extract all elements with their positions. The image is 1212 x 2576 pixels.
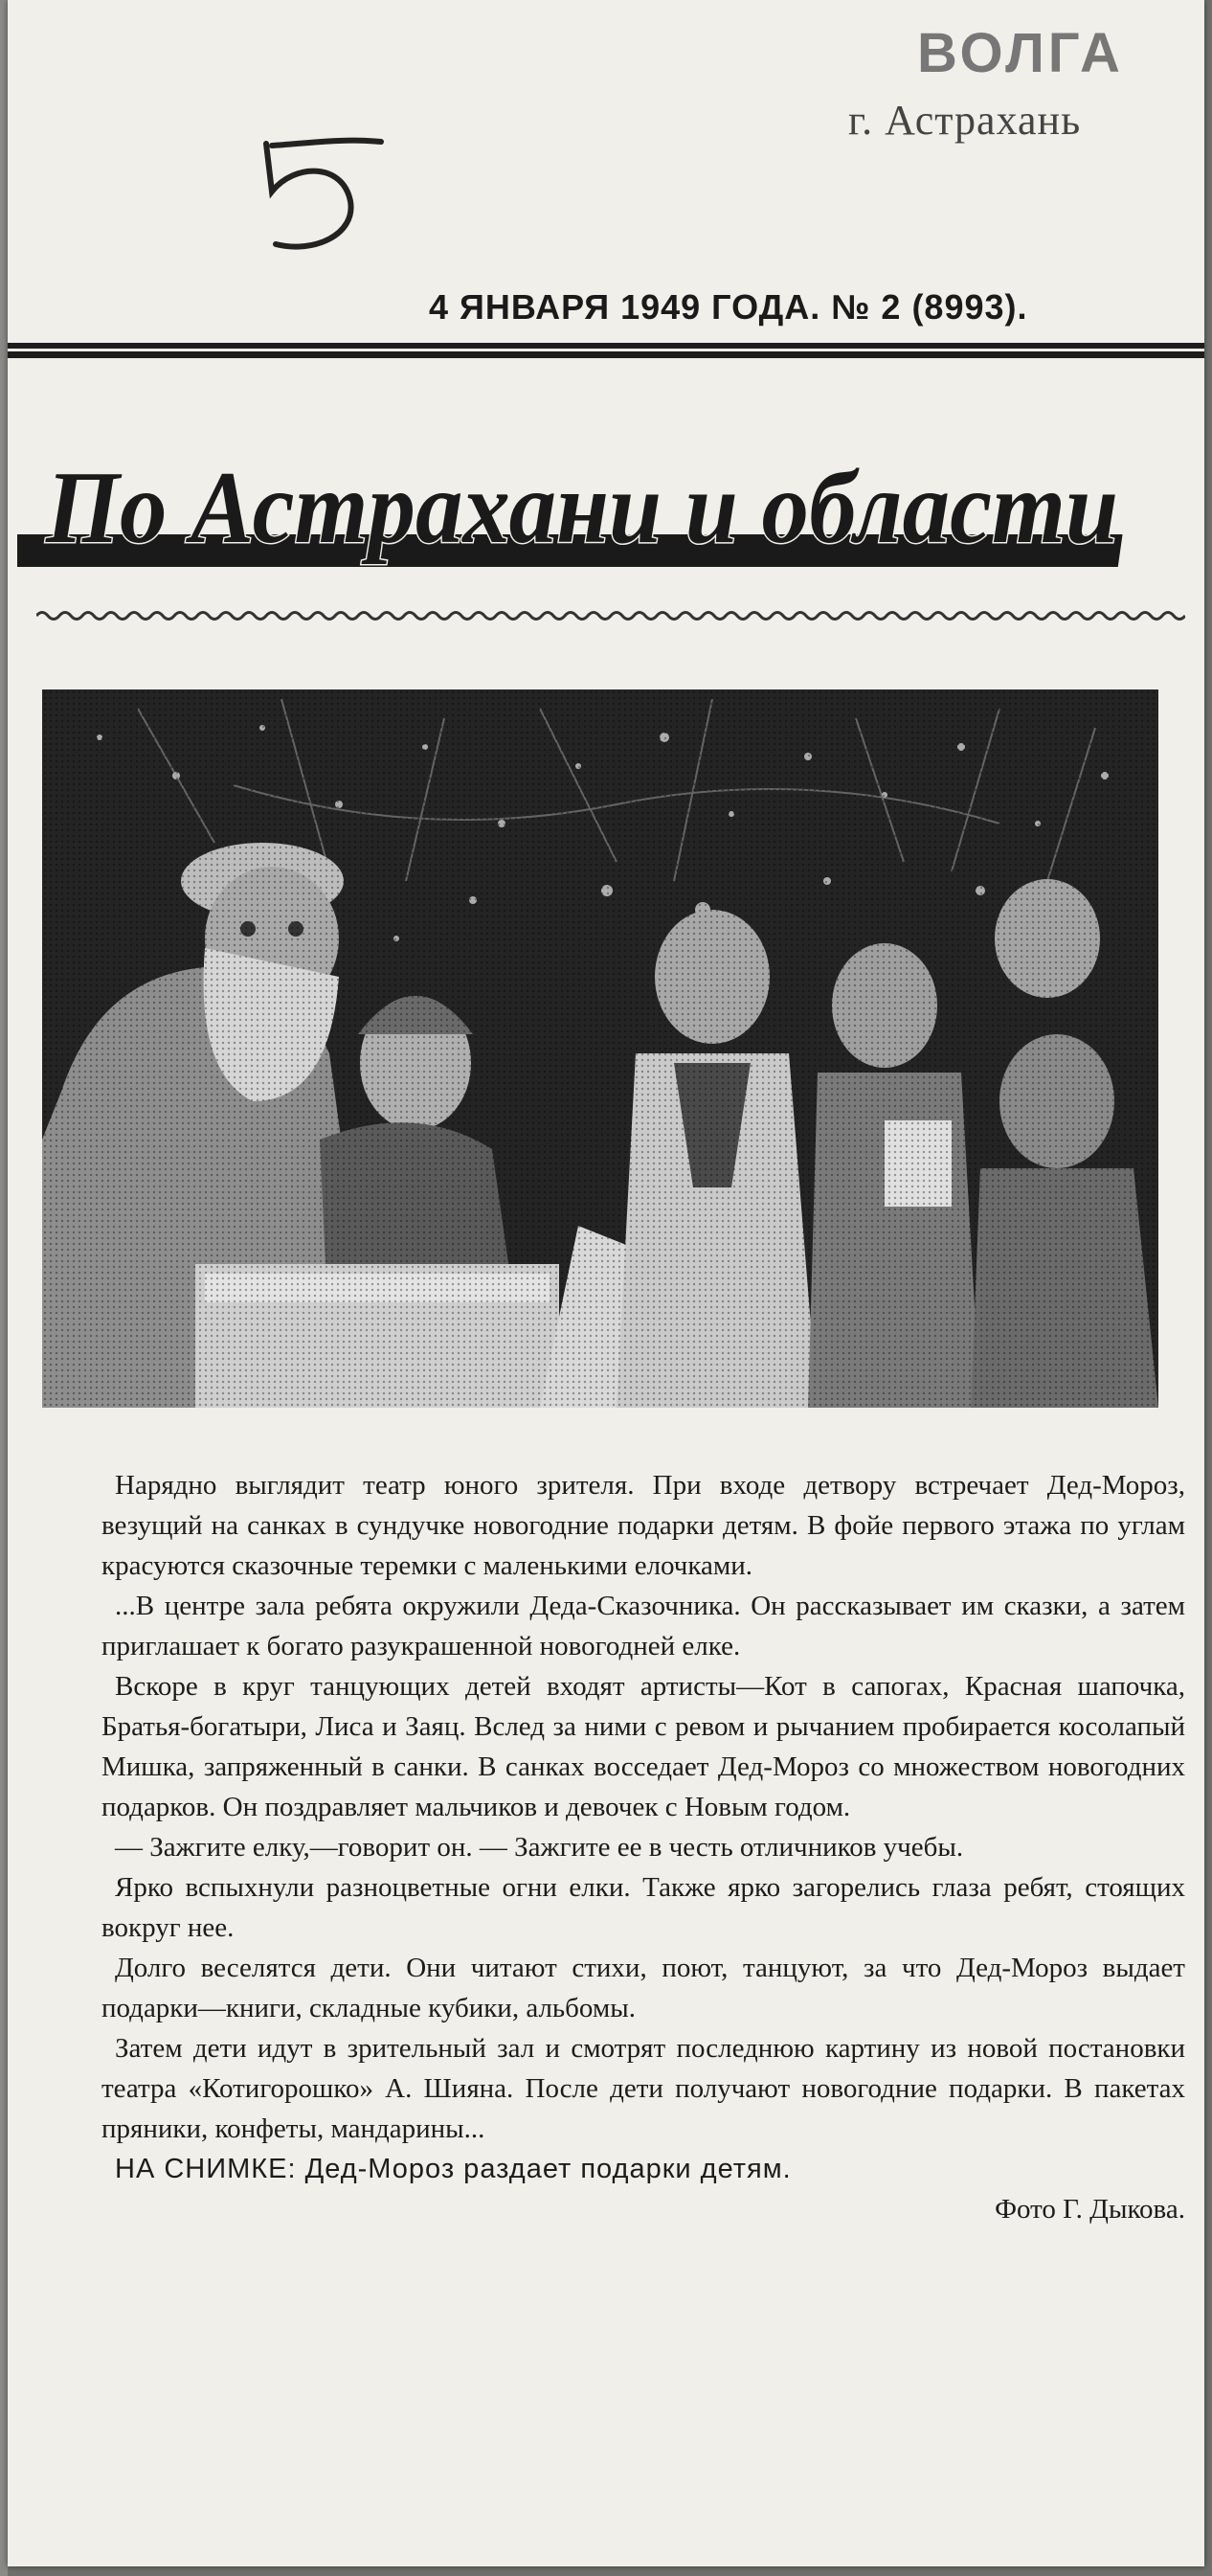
handwritten-number bbox=[237, 124, 391, 268]
header-rule bbox=[8, 341, 1204, 362]
article-paragraph: Вскоре в круг танцующих детей входят артисты—Кот в сапогах, Красная шапочка, Братья-богатыри, Лиса и Заяц. Вслед за ними с ревом и рычанием пробирается косолапый Мишка, запряженный в санки. В санках восседает Дед-Мороз со множеством новогодних подарков. Он поздравляет мальчиков и девочек с Новым годом. bbox=[101, 1671, 1185, 1822]
article-paragraph: Затем дети идут в зрительный зал и смотрят последнюю картину из новой постановки театра «Котигорошко» А. Шияна. После дети получают новогодние подарки. В пакетах пряники, конфеты, мандарины... bbox=[101, 2033, 1185, 2144]
newspaper-stamp: ВОЛГА bbox=[917, 22, 1124, 84]
article-paragraph: Ярко вспыхнули разноцветные огни елки. Также ярко загорелись глаза ребят, стоящих вокруг нее. bbox=[101, 1872, 1185, 1943]
article-paragraph: — Зажгите елку,—говорит он. — Зажгите ее в честь отличников учебы. bbox=[115, 1832, 964, 1863]
photo-credit: Фото Г. Дыкова. bbox=[995, 2194, 1185, 2225]
photo-ded-moroz-children bbox=[42, 689, 1158, 1408]
wavy-divider bbox=[36, 609, 1185, 622]
section-heading-text: По Астрахани и области bbox=[45, 451, 1118, 565]
scan-edge bbox=[0, 0, 8, 2576]
photo-caption: НА СНИМКЕ: Дед-Мороз раздает подарки детям. bbox=[115, 2154, 792, 2184]
newspaper-clipping bbox=[8, 0, 1204, 2566]
city-label: г. Астрахань bbox=[848, 97, 1082, 144]
article-body bbox=[101, 1465, 1185, 2229]
issue-dateline: 4 ЯНВАРЯ 1949 ГОДА. № 2 (8993). bbox=[429, 287, 1028, 327]
article-paragraph: Долго веселятся дети. Они читают стихи, поют, танцуют, за что Дед-Мороз выдает подарки—книги, складные кубики, альбомы. bbox=[101, 1953, 1185, 2023]
section-heading bbox=[17, 429, 1137, 592]
article-paragraph: Нарядно выглядит театр юного зрителя. При входе детвору встречает Дед-Мороз, везущий на санках в сундучке новогодние подарки детям. В фойе первого этажа по углам красуются сказочные теремки с маленькими елочками. bbox=[101, 1470, 1185, 1581]
article-paragraph: ...В центре зала ребята окружили Деда-Сказочника. Он рассказывает им сказки, а затем приглашает к богато разукрашенной новогодней елке. bbox=[101, 1591, 1185, 1661]
